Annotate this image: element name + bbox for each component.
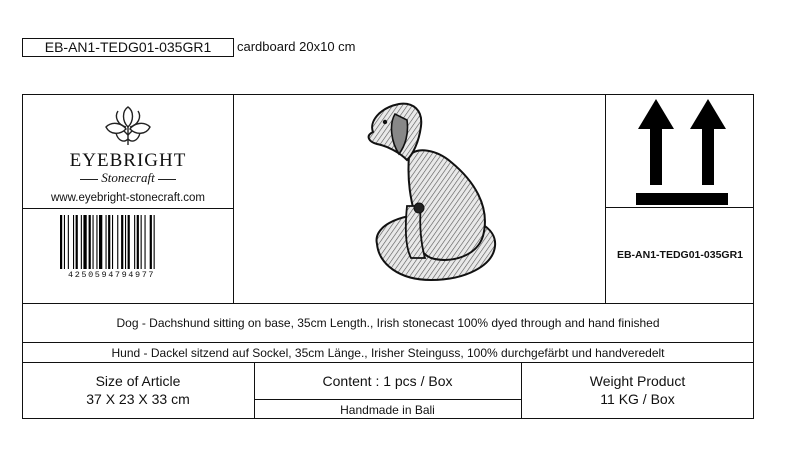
size-cell (22, 372, 254, 408)
size-value: 37 X 23 X 33 cm (86, 391, 190, 407)
dachshund-statue-image (355, 96, 505, 294)
barcode-number: 4250594794977 (68, 270, 156, 280)
flower-logo-icon (98, 103, 158, 149)
weight-cell (521, 372, 754, 408)
packaging-note: cardboard 20x10 cm (237, 39, 356, 54)
description-german: Hund - Dackel sitzend auf Sockel, 35cm Länge., Irisher Steinguss, 100% durchgefärbt und handveredelt (111, 345, 665, 360)
barcode-image (58, 215, 188, 271)
size-label: Size of Article (95, 373, 181, 389)
origin-label: Handmade in Bali (340, 402, 435, 417)
sku-code-side: EB-AN1-TEDG01-035GR1 (616, 249, 744, 261)
this-way-up-arrows-icon (634, 99, 730, 207)
brand-tagline (22, 170, 234, 186)
brand-name: EYEBRIGHT (69, 150, 187, 171)
sku-code-box: EB-AN1-TEDG01-035GR1 (22, 38, 234, 57)
brand-tagline-text: Stonecraft (101, 170, 155, 185)
weight-label: Weight Product (589, 373, 686, 389)
weight-value: 11 KG / Box (600, 391, 675, 407)
website-link[interactable]: www.eyebright-stonecraft.com (50, 192, 206, 204)
content-label: Content : 1 pcs / Box (322, 373, 453, 389)
divider (22, 208, 234, 209)
description-english: Dog - Dachshund sitting on base, 35cm Length., Irish stonecast 100% dyed through and hand finished (116, 316, 660, 330)
